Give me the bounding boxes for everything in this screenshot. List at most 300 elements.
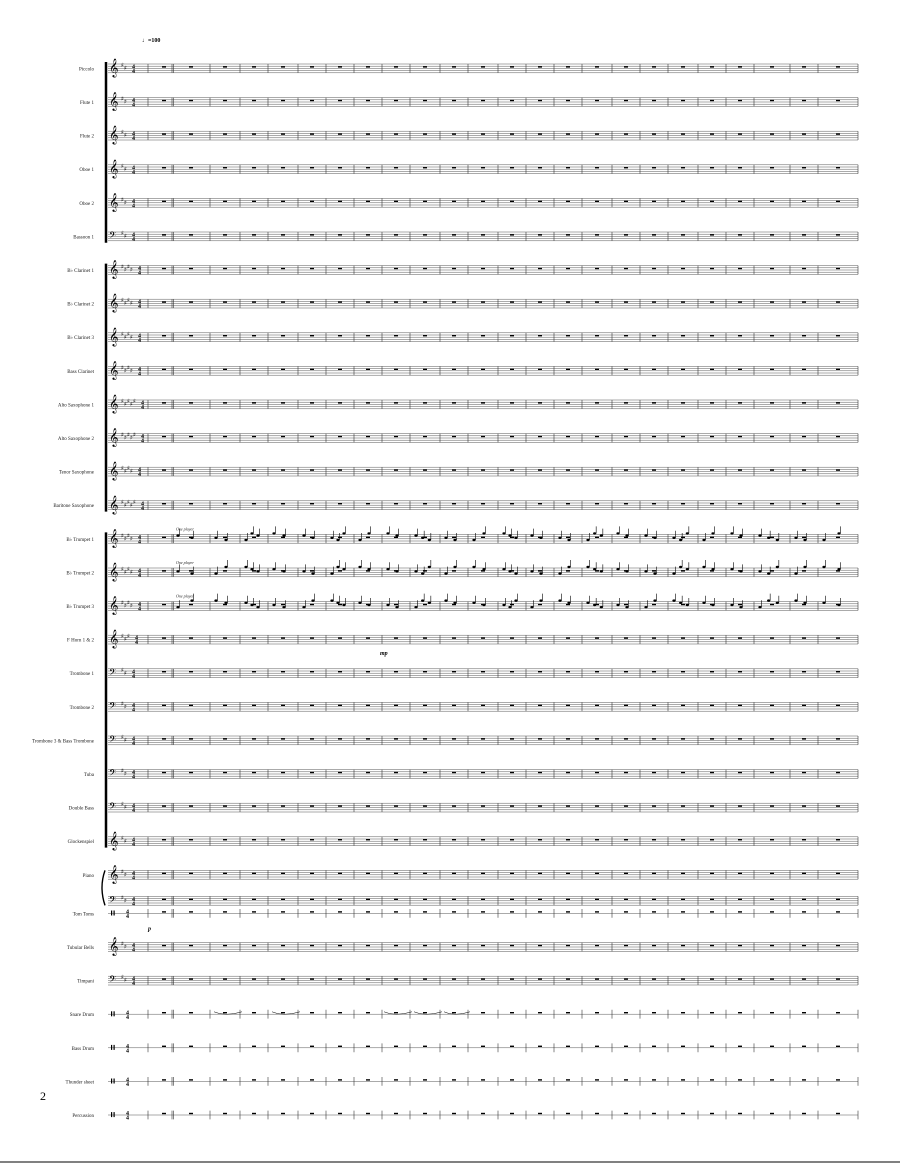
- sharp-icon: ♯: [124, 199, 127, 207]
- whole-rest-icon: [652, 301, 656, 302]
- staff-row: [66, 1077, 858, 1088]
- whole-rest-icon: [566, 873, 570, 874]
- whole-rest-icon: [595, 805, 599, 806]
- treble-clef-icon: 𝄞: [109, 158, 119, 178]
- note-head: [386, 568, 389, 570]
- whole-rest-icon: [310, 570, 314, 571]
- treble-clef-icon: 𝄞: [109, 427, 119, 447]
- whole-rest-icon: [836, 167, 840, 168]
- note-head: [644, 606, 647, 608]
- whole-rest-icon: [281, 604, 285, 605]
- sharp-icon: ♯: [127, 297, 130, 305]
- whole-rest-icon: [252, 978, 256, 979]
- whole-rest-icon: [710, 469, 714, 470]
- whole-rest-icon: [223, 201, 227, 202]
- whole-rest-icon: [566, 268, 570, 269]
- whole-rest-icon: [538, 1079, 542, 1080]
- time-signature-top: 4: [141, 400, 144, 407]
- note-head: [502, 604, 505, 606]
- note-head: [244, 602, 247, 604]
- whole-rest-icon: [252, 1079, 256, 1080]
- whole-rest-icon: [681, 738, 685, 739]
- whole-rest-icon: [770, 133, 774, 134]
- whole-rest-icon: [452, 335, 456, 336]
- whole-rest-icon: [595, 503, 599, 504]
- instrument-label: Timpani: [77, 979, 94, 985]
- whole-rest-icon: [836, 772, 840, 773]
- whole-rest-icon: [681, 100, 685, 101]
- treble-clef-icon: 𝄞: [109, 326, 119, 346]
- whole-rest-icon: [802, 268, 806, 269]
- note-head: [586, 539, 589, 541]
- whole-rest-icon: [710, 570, 714, 571]
- whole-rest-icon: [338, 705, 342, 706]
- note-head: [776, 539, 779, 541]
- whole-rest-icon: [366, 335, 370, 336]
- whole-rest-icon: [738, 978, 742, 979]
- time-signature-top: 4: [138, 266, 141, 273]
- whole-rest-icon: [423, 167, 427, 168]
- time-signature-top: 4: [138, 333, 141, 340]
- whole-rest-icon: [366, 66, 370, 67]
- whole-rest-icon: [595, 1079, 599, 1080]
- whole-rest-icon: [423, 637, 427, 638]
- note-head: [600, 606, 603, 608]
- whole-rest-icon: [338, 945, 342, 946]
- whole-rest-icon: [423, 301, 427, 302]
- whole-rest-icon: [710, 1046, 714, 1047]
- whole-rest-icon: [836, 133, 840, 134]
- note-head: [224, 602, 227, 604]
- note-head: [330, 537, 333, 539]
- note-head: [794, 537, 797, 539]
- sharp-icon: ♯: [130, 333, 133, 341]
- whole-rest-icon: [281, 301, 285, 302]
- note-head: [625, 606, 628, 608]
- time-signature-top: 4: [138, 602, 141, 609]
- whole-rest-icon: [338, 1113, 342, 1114]
- whole-rest-icon: [338, 604, 342, 605]
- whole-rest-icon: [481, 234, 485, 235]
- whole-rest-icon: [481, 805, 485, 806]
- whole-rest-icon: [162, 705, 166, 706]
- whole-rest-icon: [223, 537, 227, 538]
- note-head: [794, 599, 797, 601]
- whole-rest-icon: [510, 268, 514, 269]
- sharp-icon: ♯: [121, 297, 124, 305]
- whole-rest-icon: [281, 705, 285, 706]
- whole-rest-icon: [836, 738, 840, 739]
- whole-rest-icon: [481, 637, 485, 638]
- whole-rest-icon: [566, 899, 570, 900]
- whole-rest-icon: [510, 201, 514, 202]
- whole-rest-icon: [189, 1012, 193, 1013]
- treble-clef-icon: 𝄞: [109, 192, 119, 212]
- whole-rest-icon: [481, 945, 485, 946]
- whole-rest-icon: [566, 911, 570, 912]
- note-head: [336, 539, 339, 541]
- one-player-annotation: One player: [176, 526, 194, 532]
- sharp-icon: ♯: [121, 465, 124, 473]
- sharp-icon: ♯: [124, 602, 127, 610]
- note-head: [256, 534, 259, 536]
- whole-rest-icon: [481, 301, 485, 302]
- whole-rest-icon: [481, 738, 485, 739]
- whole-rest-icon: [223, 570, 227, 571]
- whole-rest-icon: [162, 911, 166, 912]
- note-head: [421, 599, 424, 601]
- whole-rest-icon: [162, 234, 166, 235]
- whole-rest-icon: [223, 268, 227, 269]
- whole-rest-icon: [252, 839, 256, 840]
- whole-rest-icon: [423, 1113, 427, 1114]
- time-signature-bottom: 4: [132, 741, 135, 747]
- whole-rest-icon: [595, 402, 599, 403]
- whole-rest-icon: [510, 1012, 514, 1013]
- whole-rest-icon: [281, 805, 285, 806]
- whole-rest-icon: [281, 503, 285, 504]
- whole-rest-icon: [770, 1113, 774, 1114]
- whole-rest-icon: [836, 873, 840, 874]
- whole-rest-icon: [538, 738, 542, 739]
- whole-rest-icon: [566, 469, 570, 470]
- whole-rest-icon: [252, 100, 256, 101]
- whole-rest-icon: [452, 234, 456, 235]
- sharp-icon: ♯: [124, 65, 127, 72]
- whole-rest-icon: [423, 839, 427, 840]
- treble-clef-icon: 𝄞: [109, 125, 119, 145]
- whole-rest-icon: [452, 1012, 456, 1013]
- note-head: [616, 532, 619, 534]
- whole-rest-icon: [338, 369, 342, 370]
- whole-rest-icon: [566, 604, 570, 605]
- whole-rest-icon: [281, 772, 285, 773]
- whole-rest-icon: [681, 705, 685, 706]
- whole-rest-icon: [189, 436, 193, 437]
- whole-rest-icon: [366, 805, 370, 806]
- time-signature-top: 4: [132, 770, 135, 777]
- whole-rest-icon: [310, 167, 314, 168]
- whole-rest-icon: [281, 469, 285, 470]
- note-head: [679, 539, 682, 541]
- instrument-label: Tuba: [83, 773, 94, 778]
- whole-rest-icon: [538, 604, 542, 605]
- whole-rest-icon: [394, 1079, 398, 1080]
- note-head: [558, 599, 561, 601]
- whole-rest-icon: [423, 66, 427, 67]
- sharp-icon: ♯: [124, 333, 127, 341]
- whole-rest-icon: [481, 570, 485, 571]
- piano-brace-icon: [102, 870, 105, 905]
- sharp-icon: ♯: [124, 434, 127, 442]
- whole-rest-icon: [770, 671, 774, 672]
- staff-row: [58, 428, 858, 448]
- time-signature-bottom: 4: [132, 102, 135, 109]
- time-signature-bottom: 4: [132, 136, 135, 143]
- whole-rest-icon: [452, 637, 456, 638]
- note-head: [600, 570, 603, 572]
- note-head: [702, 602, 705, 604]
- whole-rest-icon: [423, 369, 427, 370]
- whole-rest-icon: [338, 100, 342, 101]
- whole-rest-icon: [310, 978, 314, 979]
- staff-row: [79, 58, 858, 78]
- whole-rest-icon: [452, 671, 456, 672]
- whole-rest-icon: [566, 945, 570, 946]
- whole-rest-icon: [538, 873, 542, 874]
- whole-rest-icon: [836, 537, 840, 538]
- note-head: [625, 534, 628, 536]
- whole-rest-icon: [338, 436, 342, 437]
- whole-rest-icon: [710, 911, 714, 912]
- note-head: [311, 599, 314, 601]
- time-signature-bottom: 4: [132, 841, 135, 848]
- whole-rest-icon: [770, 268, 774, 269]
- note-head: [358, 602, 361, 604]
- sharp-icon: ♯: [124, 98, 127, 106]
- whole-rest-icon: [452, 537, 456, 538]
- whole-rest-icon: [836, 899, 840, 900]
- whole-rest-icon: [836, 100, 840, 101]
- whole-rest-icon: [223, 436, 227, 437]
- whole-rest-icon: [770, 301, 774, 302]
- time-signature-bottom: 4: [126, 1014, 129, 1021]
- whole-rest-icon: [802, 1046, 806, 1047]
- whole-rest-icon: [836, 570, 840, 571]
- whole-rest-icon: [566, 537, 570, 538]
- whole-rest-icon: [770, 873, 774, 874]
- whole-rest-icon: [836, 805, 840, 806]
- sharp-icon: ♯: [121, 633, 124, 641]
- whole-rest-icon: [162, 201, 166, 202]
- whole-rest-icon: [738, 66, 742, 67]
- whole-rest-icon: [162, 167, 166, 168]
- note-head: [672, 599, 675, 601]
- time-signature-bottom: 4: [138, 270, 141, 277]
- note-head: [730, 568, 733, 570]
- whole-rest-icon: [710, 436, 714, 437]
- whole-rest-icon: [681, 1046, 685, 1047]
- whole-rest-icon: [836, 369, 840, 370]
- whole-rest-icon: [710, 899, 714, 900]
- whole-rest-icon: [624, 705, 628, 706]
- whole-rest-icon: [624, 436, 628, 437]
- whole-rest-icon: [652, 1113, 656, 1114]
- sharp-icon: ♯: [121, 364, 124, 372]
- sharp-icon: ♯: [124, 401, 127, 408]
- staff-row: [73, 909, 858, 920]
- whole-rest-icon: [710, 167, 714, 168]
- whole-rest-icon: [162, 133, 166, 134]
- sharp-icon: ♯: [130, 569, 133, 576]
- whole-rest-icon: [394, 945, 398, 946]
- note-head: [514, 599, 517, 601]
- treble-clef-icon: 𝄞: [109, 595, 119, 615]
- whole-rest-icon: [481, 839, 485, 840]
- whole-rest-icon: [162, 268, 166, 269]
- whole-rest-icon: [802, 1113, 806, 1114]
- sharp-icon: ♯: [133, 498, 136, 506]
- whole-rest-icon: [310, 402, 314, 403]
- whole-rest-icon: [310, 805, 314, 806]
- whole-rest-icon: [223, 100, 227, 101]
- whole-rest-icon: [423, 911, 427, 912]
- bass-clef-icon: 𝄢: [109, 230, 117, 243]
- treble-clef-icon: 𝄞: [109, 864, 119, 884]
- sharp-icon: ♯: [124, 977, 127, 985]
- note-head: [508, 534, 511, 536]
- time-signature-top: 4: [132, 837, 135, 844]
- whole-rest-icon: [481, 1079, 485, 1080]
- whole-rest-icon: [162, 1012, 166, 1013]
- whole-rest-icon: [652, 201, 656, 202]
- treble-clef-icon: 𝄞: [109, 528, 119, 548]
- whole-rest-icon: [394, 873, 398, 874]
- whole-rest-icon: [338, 1079, 342, 1080]
- whole-rest-icon: [423, 335, 427, 336]
- sharp-icon: ♯: [127, 633, 130, 641]
- sharp-icon: ♯: [124, 132, 127, 140]
- time-signature-bottom: 4: [132, 237, 135, 243]
- time-signature-top: 4: [126, 1010, 129, 1017]
- whole-rest-icon: [738, 100, 742, 101]
- instrument-label: Percussion: [72, 1114, 94, 1119]
- note-head: [428, 566, 431, 568]
- whole-rest-icon: [652, 873, 656, 874]
- whole-rest-icon: [366, 1113, 370, 1114]
- whole-rest-icon: [710, 100, 714, 101]
- whole-rest-icon: [338, 805, 342, 806]
- note-head: [776, 602, 779, 604]
- sharp-icon: ♯: [124, 233, 127, 240]
- whole-rest-icon: [252, 570, 256, 571]
- note-head: [395, 534, 398, 536]
- whole-rest-icon: [710, 335, 714, 336]
- whole-rest-icon: [162, 402, 166, 403]
- note-head: [711, 604, 714, 606]
- whole-rest-icon: [510, 873, 514, 874]
- instrument-label: Oboe 2: [79, 201, 94, 207]
- one-player-annotation: One player: [176, 593, 194, 599]
- time-signature-bottom: 4: [126, 914, 129, 920]
- percussion-clef-icon: [111, 1045, 112, 1050]
- whole-rest-icon: [366, 133, 370, 134]
- whole-rest-icon: [481, 369, 485, 370]
- whole-rest-icon: [223, 911, 227, 912]
- whole-rest-icon: [310, 369, 314, 370]
- whole-rest-icon: [366, 873, 370, 874]
- tempo-marking: ♩=100: [142, 38, 161, 44]
- whole-rest-icon: [281, 637, 285, 638]
- note-head: [686, 532, 689, 534]
- time-signature-bottom: 4: [132, 774, 135, 781]
- whole-rest-icon: [162, 1079, 166, 1080]
- instrument-label: Tubular Bells: [66, 946, 94, 951]
- note-head: [190, 537, 193, 539]
- whole-rest-icon: [595, 469, 599, 470]
- time-signature-bottom: 4: [138, 573, 141, 579]
- whole-rest-icon: [223, 839, 227, 840]
- whole-rest-icon: [281, 268, 285, 269]
- whole-rest-icon: [595, 133, 599, 134]
- whole-rest-icon: [310, 133, 314, 134]
- whole-rest-icon: [802, 100, 806, 101]
- note-head: [336, 602, 339, 604]
- whole-rest-icon: [281, 1113, 285, 1114]
- whole-rest-icon: [538, 637, 542, 638]
- whole-rest-icon: [770, 167, 774, 168]
- whole-rest-icon: [452, 945, 456, 946]
- whole-rest-icon: [510, 537, 514, 538]
- note-head: [250, 568, 253, 570]
- whole-rest-icon: [681, 369, 685, 370]
- whole-rest-icon: [738, 537, 742, 538]
- whole-rest-icon: [252, 899, 256, 900]
- sharp-icon: ♯: [121, 62, 124, 69]
- whole-rest-icon: [366, 436, 370, 437]
- staff-row: [80, 92, 858, 112]
- whole-rest-icon: [452, 369, 456, 370]
- tie-curve: [444, 1012, 470, 1015]
- whole-rest-icon: [394, 369, 398, 370]
- whole-rest-icon: [710, 1079, 714, 1080]
- whole-rest-icon: [423, 436, 427, 437]
- whole-rest-icon: [710, 268, 714, 269]
- whole-rest-icon: [836, 301, 840, 302]
- dynamic-mp-label: mp: [380, 651, 388, 658]
- instrument-label: B♭ Trumpet 1: [66, 537, 94, 543]
- bass-clef-icon: 𝄢: [109, 734, 117, 747]
- whole-rest-icon: [595, 899, 599, 900]
- whole-rest-icon: [595, 705, 599, 706]
- whole-rest-icon: [652, 911, 656, 912]
- sharp-icon: ♯: [121, 894, 124, 902]
- whole-rest-icon: [770, 911, 774, 912]
- whole-rest-icon: [652, 671, 656, 672]
- whole-rest-icon: [802, 66, 806, 67]
- note-head: [472, 539, 475, 541]
- whole-rest-icon: [481, 899, 485, 900]
- whole-rest-icon: [423, 899, 427, 900]
- whole-rest-icon: [738, 301, 742, 302]
- whole-rest-icon: [481, 133, 485, 134]
- whole-rest-icon: [394, 911, 398, 912]
- whole-rest-icon: [394, 705, 398, 706]
- sharp-icon: ♯: [121, 431, 124, 439]
- whole-rest-icon: [802, 604, 806, 605]
- note-head: [837, 604, 840, 606]
- whole-rest-icon: [510, 402, 514, 403]
- whole-rest-icon: [310, 1012, 314, 1013]
- whole-rest-icon: [394, 899, 398, 900]
- instrument-label: Double Bass: [68, 806, 94, 812]
- whole-rest-icon: [595, 570, 599, 571]
- note-head: [342, 604, 345, 606]
- whole-rest-icon: [394, 978, 398, 979]
- whole-rest-icon: [652, 100, 656, 101]
- time-signature-bottom: 4: [126, 1115, 129, 1122]
- whole-rest-icon: [162, 369, 166, 370]
- whole-rest-icon: [423, 503, 427, 504]
- note-head: [758, 606, 761, 608]
- staff-row: [67, 937, 858, 957]
- whole-rest-icon: [681, 671, 685, 672]
- whole-rest-icon: [338, 839, 342, 840]
- time-signature-top: 4: [132, 870, 135, 877]
- sharp-icon: ♯: [121, 398, 124, 405]
- note-head: [244, 566, 247, 568]
- whole-rest-icon: [770, 945, 774, 946]
